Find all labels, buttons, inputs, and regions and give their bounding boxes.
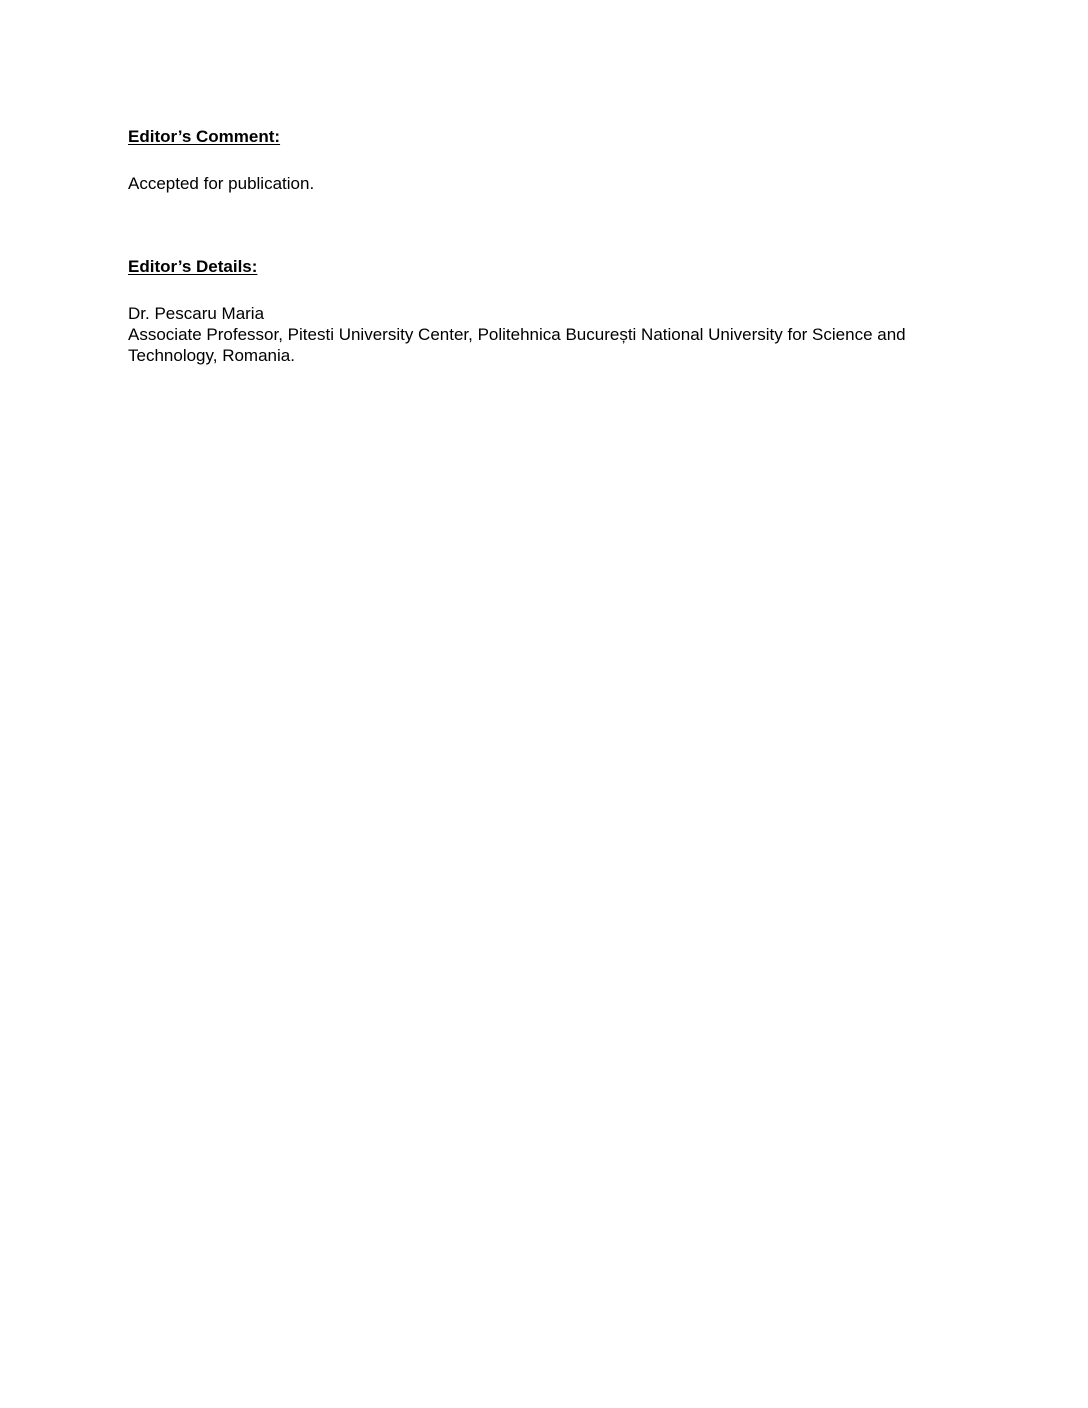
editor-comment-section xyxy=(128,126,968,194)
editor-affiliation: Associate Professor, Pitesti University Center, Politehnica București National University for Science and Technology, Romania. xyxy=(128,325,906,365)
editor-comment-heading: Editor’s Comment: xyxy=(128,127,281,146)
editor-details-section xyxy=(128,256,968,366)
editor-details-heading: Editor’s Details: xyxy=(128,257,258,276)
editor-comment-text: Accepted for publication. xyxy=(128,174,315,193)
editor-name: Dr. Pescaru Maria xyxy=(128,304,265,323)
page-content xyxy=(128,126,968,366)
editor-details-block xyxy=(128,303,968,366)
